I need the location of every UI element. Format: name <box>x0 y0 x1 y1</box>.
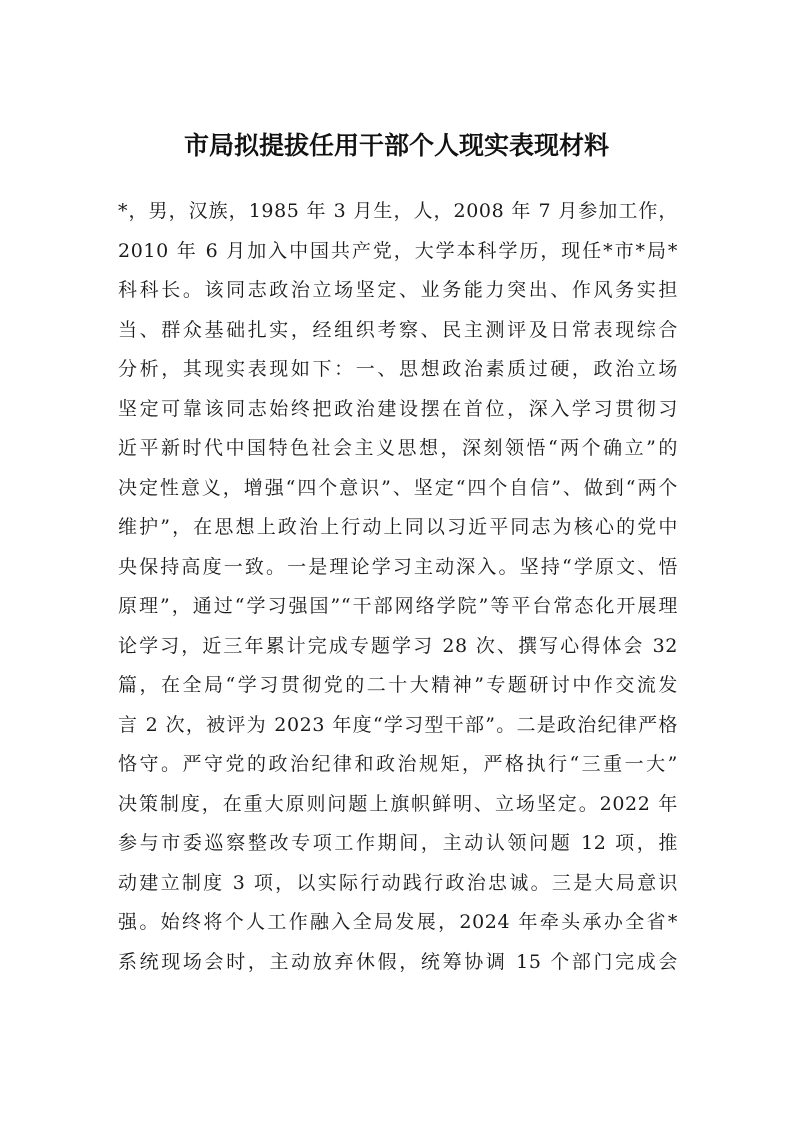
body-line: 决策制度，在重大原则问题上旗帜鲜明、立场坚定。2022 年 <box>118 792 678 815</box>
body-line: 分析，其现实表现如下：一、思想政治素质过硬，政治立场 <box>118 358 678 380</box>
document-body <box>118 192 678 982</box>
body-line: 强。始终将个人工作融入全局发展，2024 年牵头承办全省* <box>118 911 678 933</box>
body-line: 科科长。该同志政治立场坚定、业务能力突出、作风务实担 <box>118 279 678 301</box>
body-line: 恪守。严守党的政治纪律和政治规矩，严格执行“三重一大” <box>118 753 678 775</box>
body-line: *，男，汉族，1985 年 3 月生，人，2008 年 7 月参加工作， <box>118 200 678 222</box>
body-line: 论学习，近三年累计完成专题学习 28 次、撰写心得体会 32 <box>118 634 678 657</box>
body-line: 原理”，通过“学习强国”“干部网络学院”等平台常态化开展理 <box>118 595 678 617</box>
body-line: 近平新时代中国特色社会主义思想，深刻领悟“两个确立”的 <box>118 437 678 459</box>
body-line: 维护”，在思想上政治上行动上同以习近平同志为核心的党中 <box>118 516 678 538</box>
body-line: 决定性意义，增强“四个意识”、坚定“四个自信”、做到“两个 <box>118 476 678 499</box>
body-line: 参与市委巡察整改专项工作期间，主动认领问题 12 项，推 <box>118 832 678 854</box>
body-line: 动建立制度 3 项，以实际行动践行政治忠诚。三是大局意识 <box>118 871 678 894</box>
body-line: 篇，在全局“学习贯彻党的二十大精神”专题研讨中作交流发 <box>118 674 678 696</box>
body-line: 央保持高度一致。一是理论学习主动深入。坚持“学原文、悟 <box>118 555 678 578</box>
body-line: 言 2 次，被评为 2023 年度“学习型干部”。二是政治纪律严格 <box>118 713 678 736</box>
body-line: 当、群众基础扎实，经组织考察、民主测评及日常表现综合 <box>118 318 678 341</box>
document-title: 市局拟提拔任用干部个人现实表现材料 <box>183 131 609 160</box>
body-line: 系统现场会时，主动放弃休假，统筹协调 15 个部门完成会 <box>118 950 678 973</box>
body-line: 坚定可靠该同志始终把政治建设摆在首位，深入学习贯彻习 <box>118 397 678 420</box>
body-line: 2010 年 6 月加入中国共产党，大学本科学历，现任*市*局* <box>118 239 678 262</box>
